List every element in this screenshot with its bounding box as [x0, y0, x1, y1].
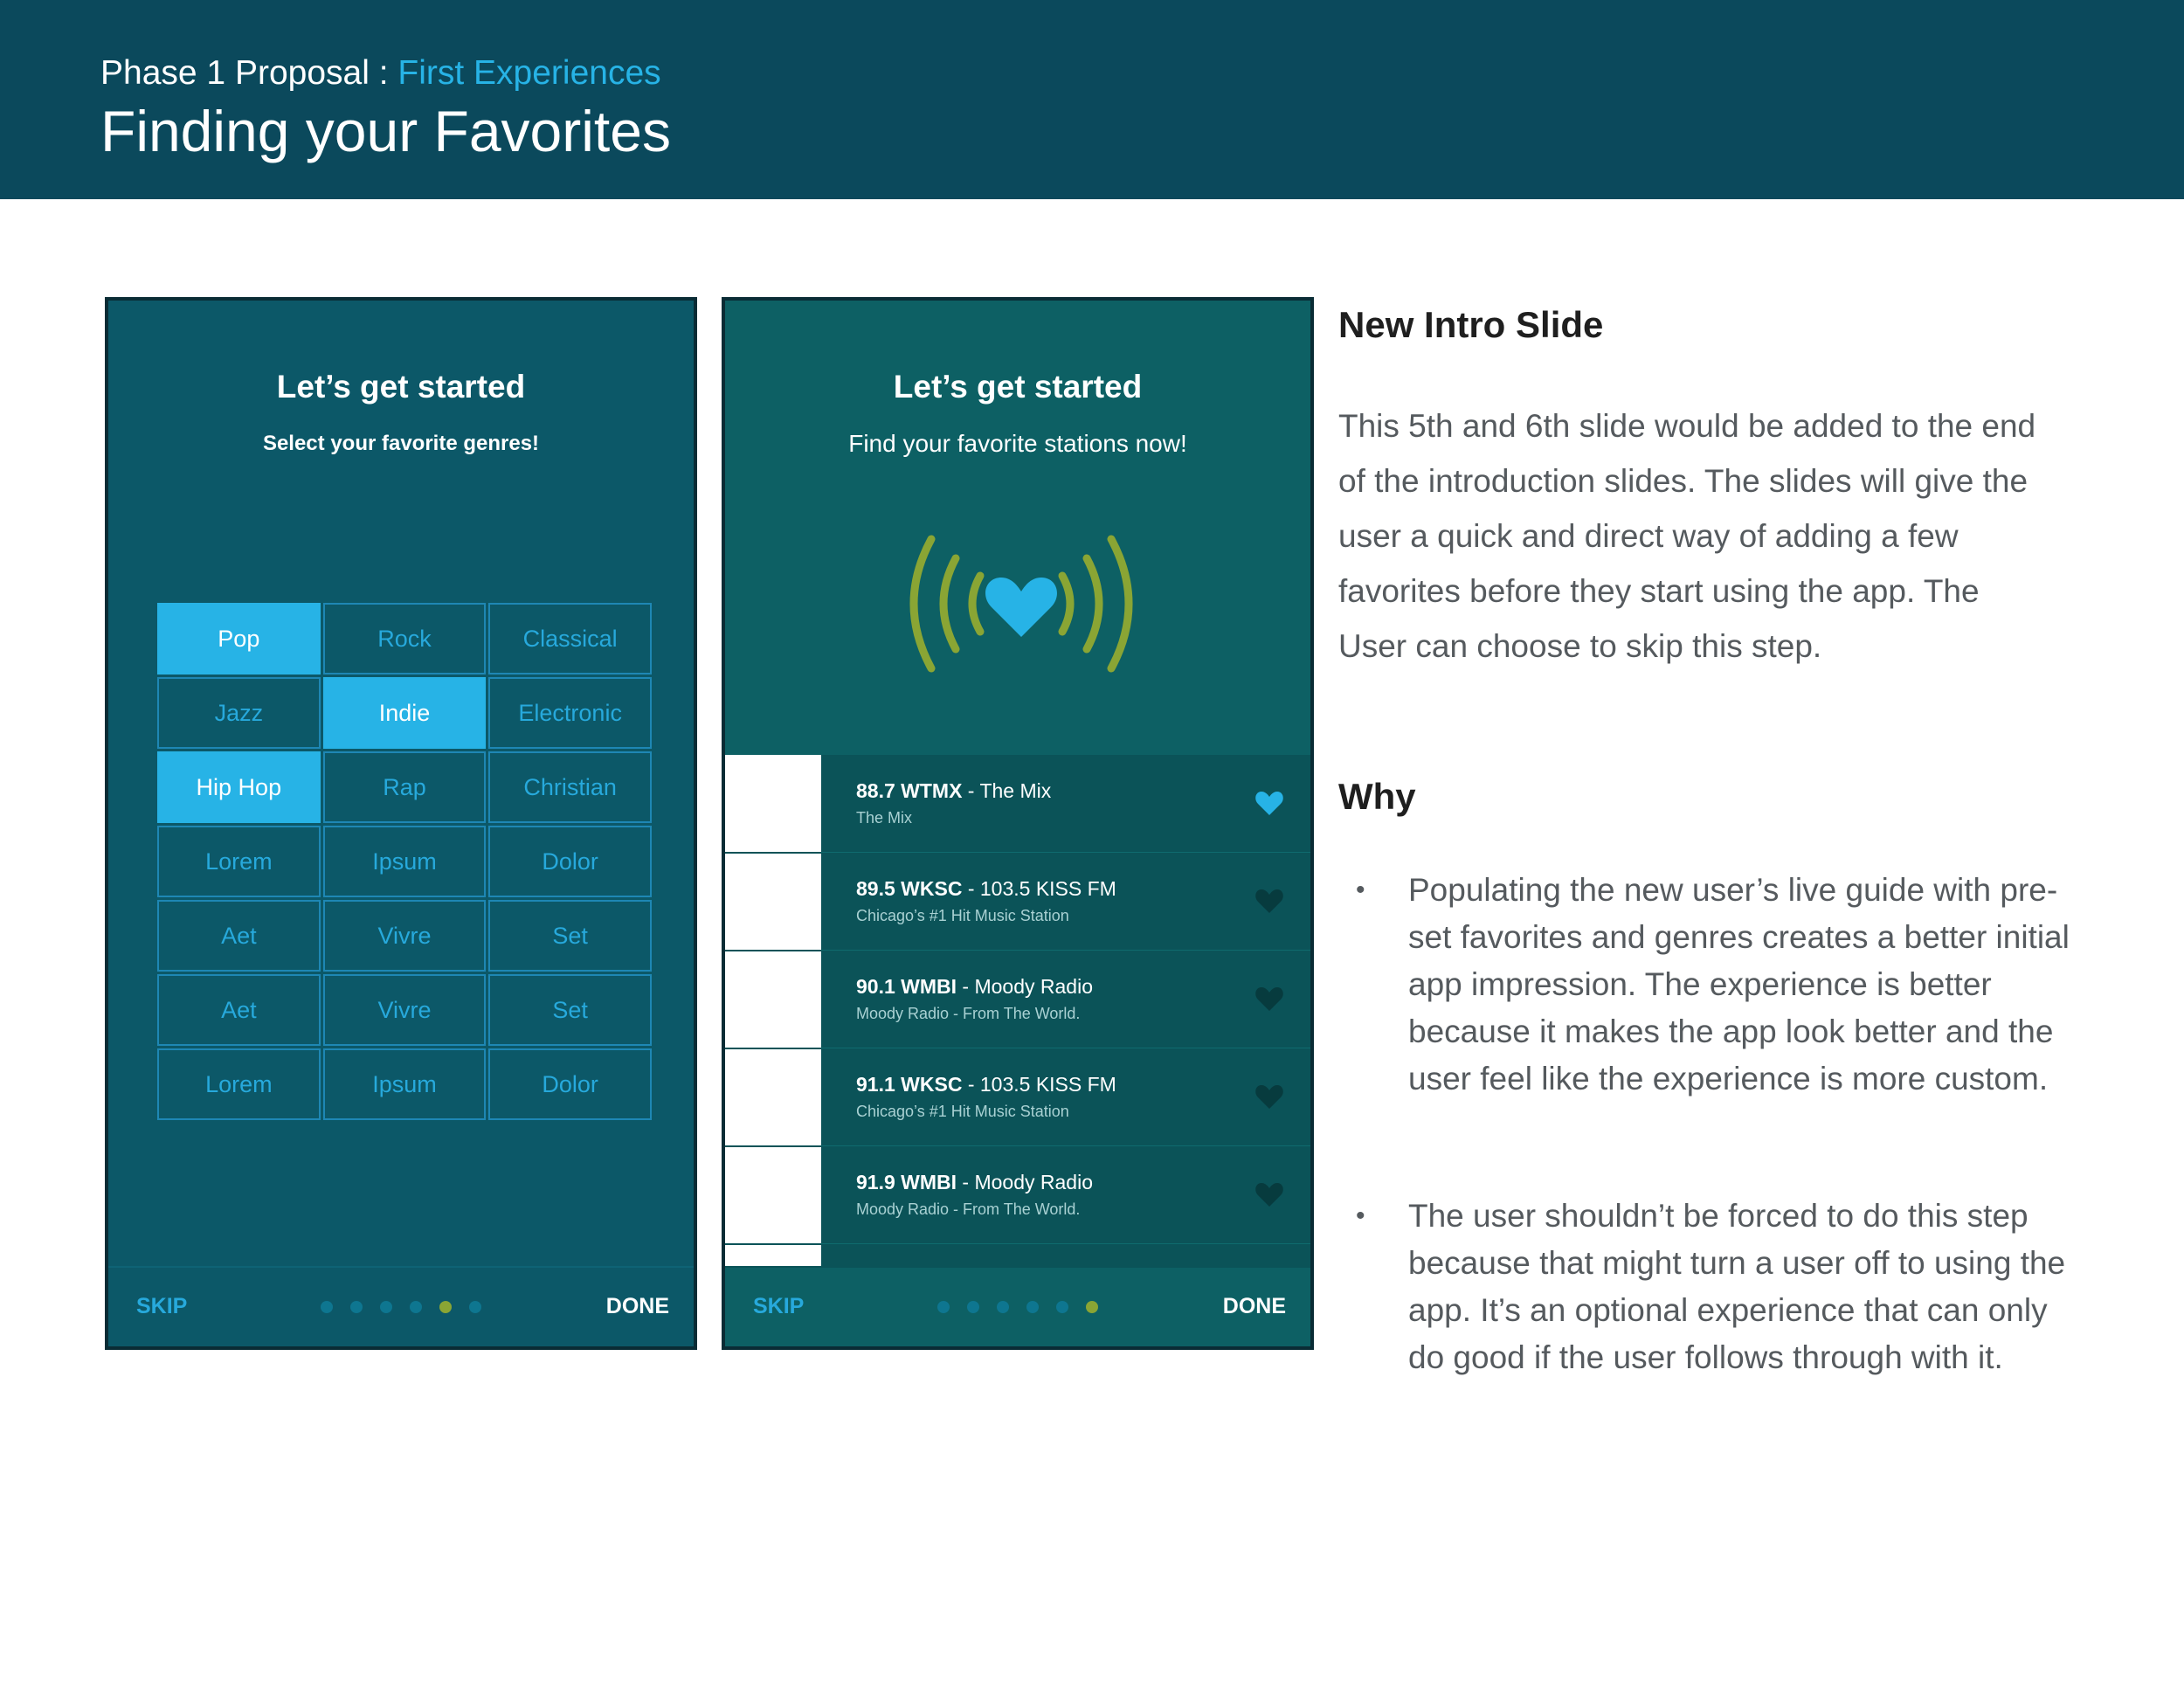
why-heading: Why	[1338, 776, 1416, 817]
genre-button[interactable]: Rock	[323, 603, 487, 675]
genre-button[interactable]: Rap	[323, 751, 487, 823]
station-title	[856, 877, 1116, 901]
station-row[interactable]	[821, 853, 1310, 951]
page-dot	[380, 1301, 392, 1313]
station-title	[856, 779, 1051, 803]
genre-button[interactable]: Classical	[488, 603, 652, 675]
header-prefix: Phase 1 Proposal :	[100, 54, 398, 92]
station-name: - The Mix	[962, 779, 1052, 802]
station-title	[856, 975, 1093, 999]
genre-button[interactable]: Electronic	[488, 677, 652, 749]
strip-divider	[725, 1145, 821, 1147]
strip-divider	[725, 1243, 821, 1245]
station-name: - Moody Radio	[957, 975, 1093, 998]
station-list[interactable]	[725, 755, 1310, 1273]
page-dot	[410, 1301, 422, 1313]
genre-button[interactable]: Aet	[157, 974, 321, 1046]
stations-subtitle: Find your favorite stations now!	[848, 430, 1187, 457]
page-dot	[469, 1301, 481, 1313]
genre-button[interactable]: Pop	[157, 603, 321, 675]
page-dot	[350, 1301, 363, 1313]
bullet-mark: •	[1356, 875, 1365, 904]
radio-heart-icon	[893, 523, 1150, 685]
done-button[interactable]: DONE	[1222, 1294, 1286, 1318]
page-dot	[997, 1301, 1009, 1313]
stations-footer	[725, 1266, 1310, 1346]
genres-footer	[108, 1266, 694, 1346]
station-name: - 103.5 KISS FM	[962, 1073, 1116, 1096]
genre-button[interactable]: Jazz	[157, 677, 321, 749]
genre-button[interactable]: Vivre	[323, 974, 487, 1046]
station-list-side-strip	[725, 755, 821, 1273]
favorite-heart-icon[interactable]	[1254, 790, 1284, 816]
station-row[interactable]	[821, 951, 1310, 1048]
station-call-sign: 91.1 WKSC	[856, 1073, 963, 1096]
station-description: Moody Radio - From The World.	[856, 1200, 1081, 1218]
genre-button[interactable]: Indie	[323, 677, 487, 749]
strip-divider	[725, 852, 821, 854]
genre-button[interactable]: Lorem	[157, 826, 321, 897]
genres-subtitle: Select your favorite genres!	[262, 432, 540, 455]
station-call-sign: 90.1 WMBI	[856, 975, 957, 998]
skip-button[interactable]: SKIP	[753, 1294, 805, 1318]
station-title	[856, 1171, 1093, 1194]
genre-button[interactable]: Ipsum	[323, 1048, 487, 1120]
page-dot	[1026, 1301, 1039, 1313]
station-call-sign: 91.9 WMBI	[856, 1171, 957, 1193]
header-accent: First Experiences	[397, 54, 661, 92]
page-dot	[937, 1301, 950, 1313]
favorite-heart-icon[interactable]	[1254, 1083, 1284, 1110]
genre-button[interactable]: Lorem	[157, 1048, 321, 1120]
bullet-text: The user shouldn’t be forced to do this step because that might turn a user off to using the app. It’s an optional experience that can only do good if the user follows through with it.	[1408, 1198, 2066, 1375]
station-call-sign: 89.5 WKSC	[856, 877, 963, 900]
genre-button[interactable]: Hip Hop	[157, 751, 321, 823]
station-name: - 103.5 KISS FM	[962, 877, 1116, 900]
favorite-heart-icon[interactable]	[1254, 1181, 1284, 1207]
bullet-text: Populating the new user’s live guide with pre-set favorites and genres creates a better initial app impression. The experience is better because it makes the app look better and the user feel like the experience is more custom.	[1408, 872, 2070, 1097]
genre-button[interactable]: Dolor	[488, 1048, 652, 1120]
page-dot	[1056, 1301, 1068, 1313]
station-description: Moody Radio - From The World.	[856, 1005, 1081, 1022]
favorite-heart-icon[interactable]	[1254, 986, 1284, 1012]
station-row[interactable]	[821, 755, 1310, 853]
stations-title: Let’s get started	[893, 369, 1143, 405]
skip-button[interactable]: SKIP	[136, 1294, 188, 1318]
station-call-sign: 88.7 WTMX	[856, 779, 963, 802]
done-button[interactable]: DONE	[605, 1294, 669, 1318]
stations-phone-screen	[722, 297, 1314, 1350]
page-dot	[321, 1301, 333, 1313]
genres-title: Let’s get started	[276, 369, 526, 405]
intro-heading: New Intro Slide	[1338, 304, 1604, 345]
genre-button[interactable]: Aet	[157, 900, 321, 972]
genre-button[interactable]: Dolor	[488, 826, 652, 897]
header-breadcrumb	[100, 54, 661, 93]
genre-button[interactable]: Vivre	[323, 900, 487, 972]
favorite-heart-icon[interactable]	[1254, 888, 1284, 914]
strip-divider	[725, 1048, 821, 1049]
page-dot	[967, 1301, 979, 1313]
intro-body: This 5th and 6th slide would be added to the end of the introduction slides. The slides will give the user a quick and direct way of adding a few favorites before they start using the app. The User can choose to skip this step.	[1338, 408, 2036, 664]
page-dot	[1086, 1301, 1098, 1313]
genre-button[interactable]: Christian	[488, 751, 652, 823]
station-title	[856, 1073, 1116, 1097]
station-description: Chicago’s #1 Hit Music Station	[856, 907, 1069, 924]
genre-grid	[157, 603, 652, 1120]
genre-button[interactable]: Set	[488, 974, 652, 1046]
page-dot	[439, 1301, 452, 1313]
strip-divider	[725, 950, 821, 951]
page-title: Finding your Favorites	[100, 99, 671, 163]
genres-phone-screen	[105, 297, 697, 1350]
page-header	[0, 0, 2184, 199]
station-row[interactable]	[821, 1146, 1310, 1244]
station-name: - Moody Radio	[957, 1171, 1093, 1193]
bullet-mark: •	[1356, 1201, 1365, 1230]
station-description: The Mix	[856, 809, 913, 827]
genre-button[interactable]: Set	[488, 900, 652, 972]
genre-button[interactable]: Ipsum	[323, 826, 487, 897]
station-description: Chicago’s #1 Hit Music Station	[856, 1103, 1069, 1120]
station-row[interactable]	[821, 1048, 1310, 1146]
